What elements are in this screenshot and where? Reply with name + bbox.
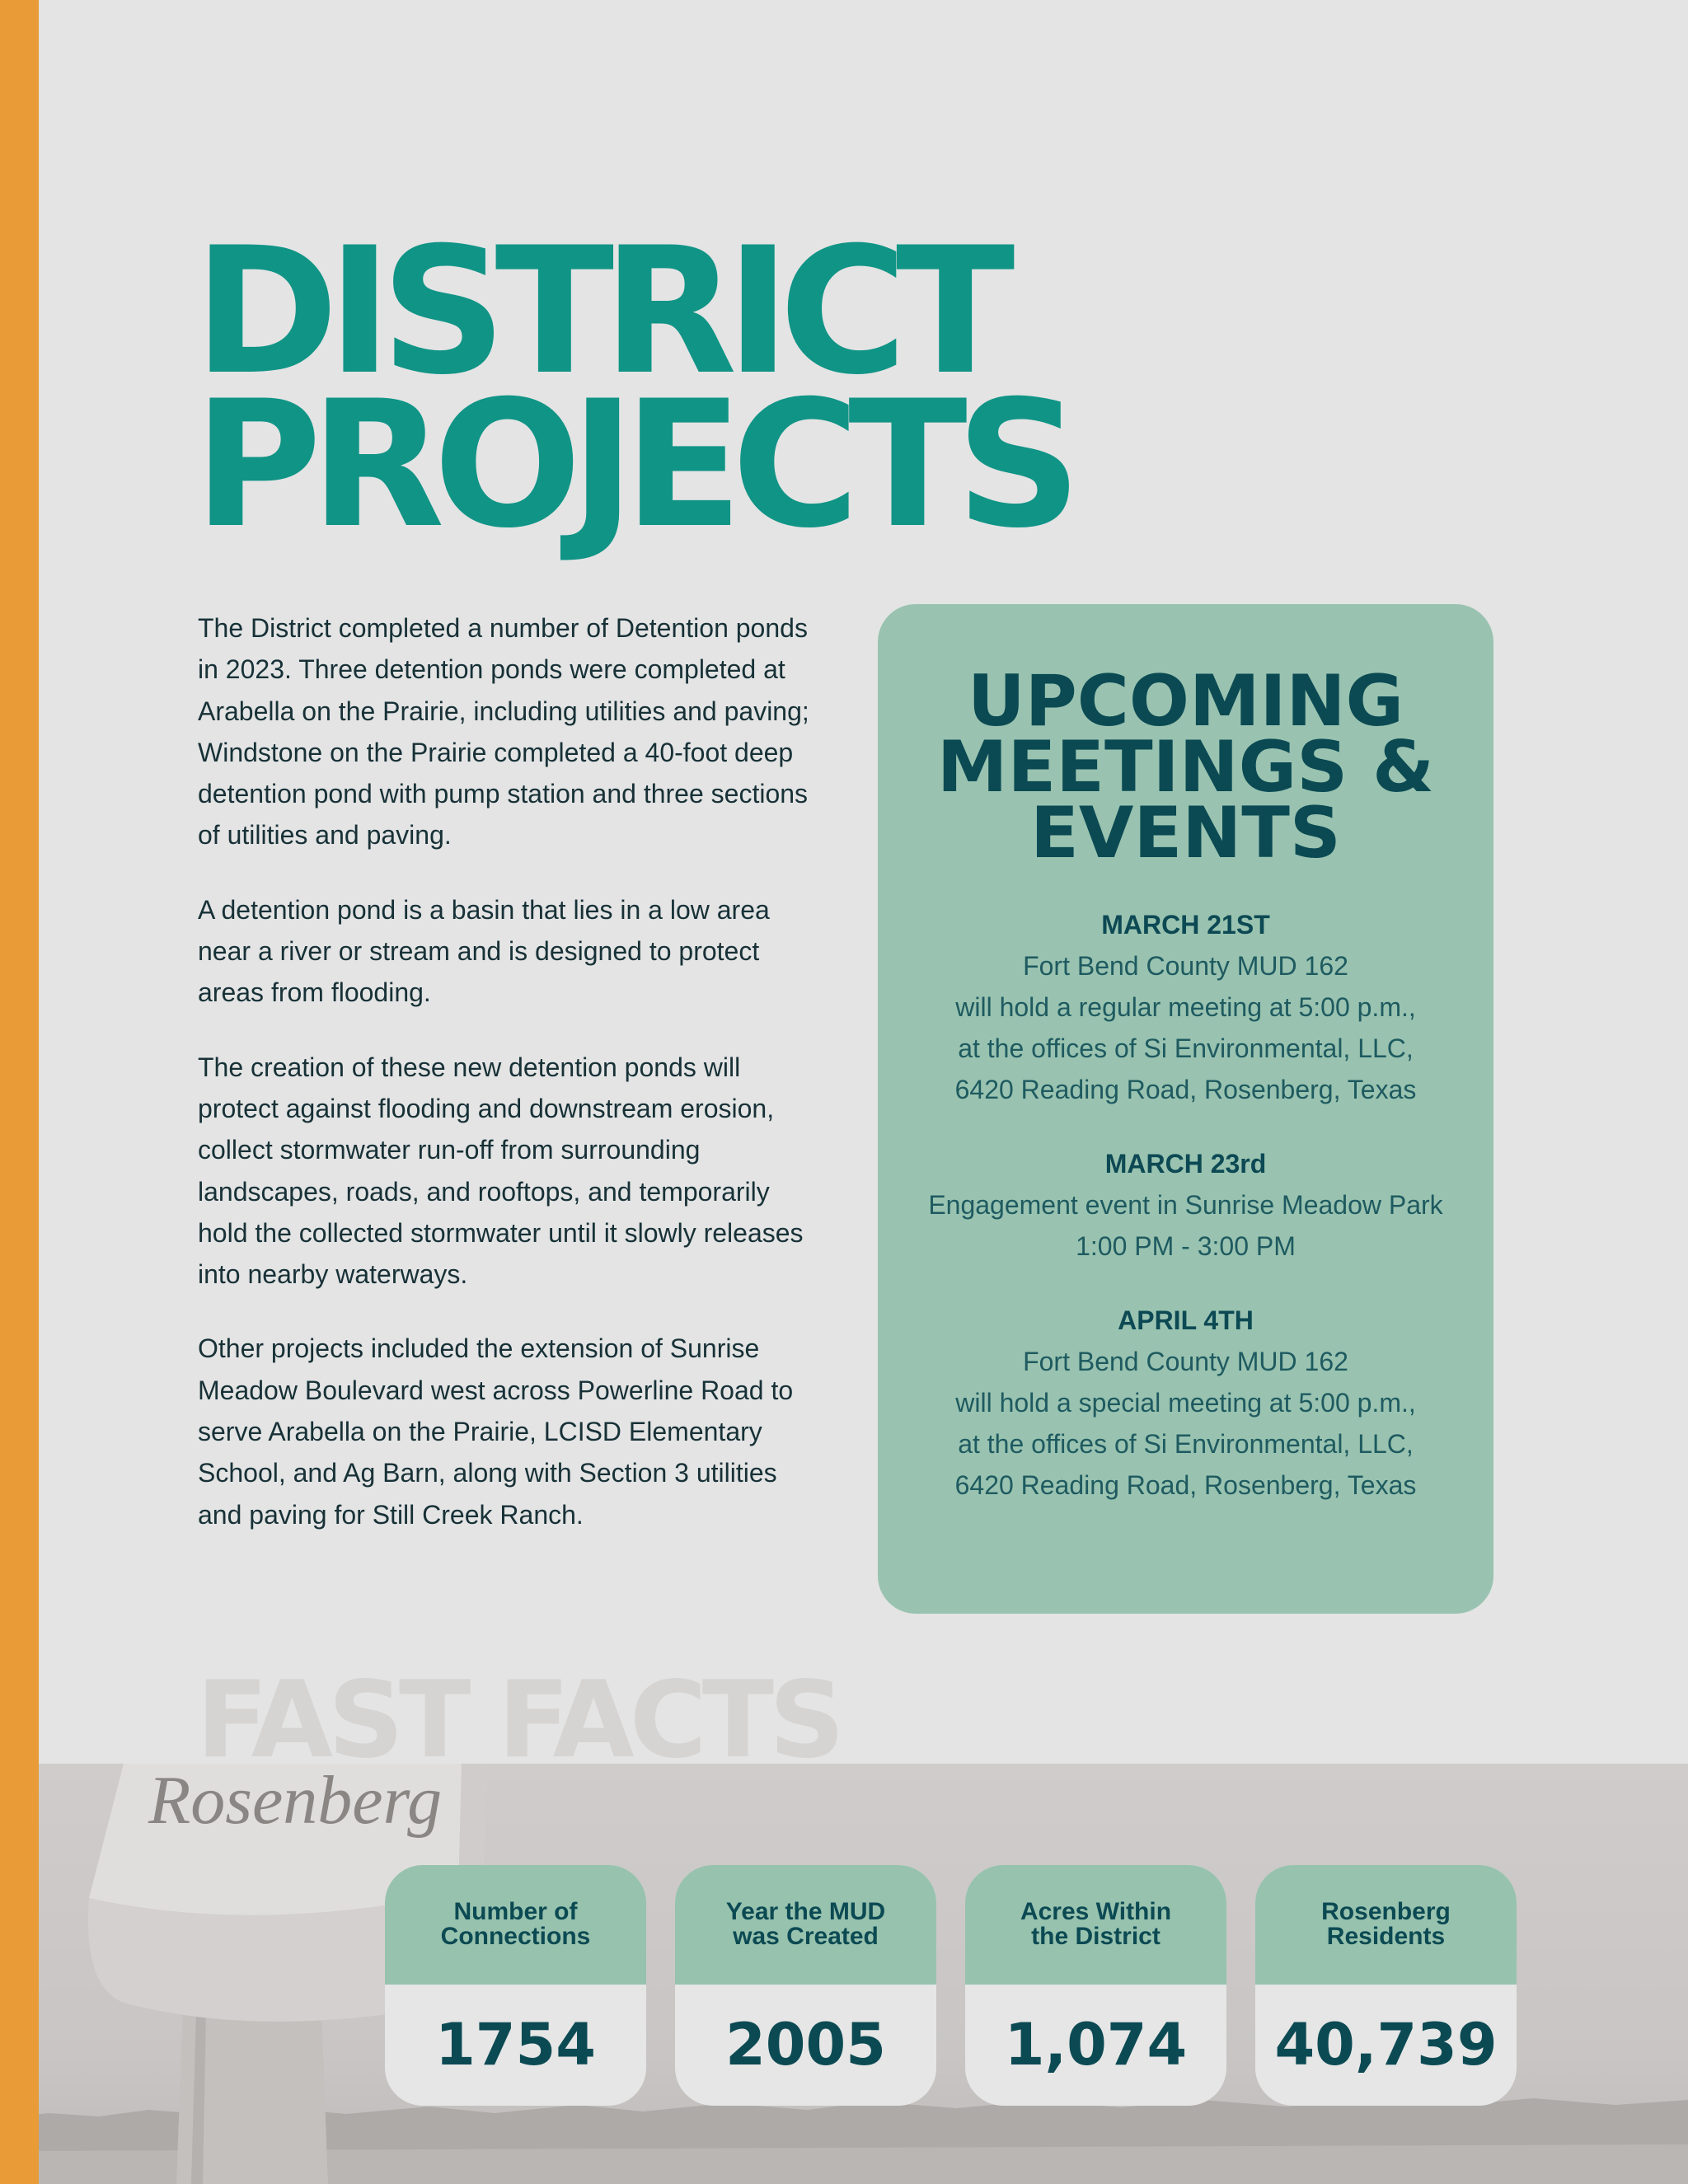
- event-date: MARCH 23rd: [1104, 1149, 1267, 1179]
- event-line: 6420 Reading Road, Rosenberg, Texas: [954, 1075, 1417, 1104]
- events-title-line-3: EVENTS: [1030, 792, 1341, 874]
- fast-facts-heading: FAST FACTS: [196, 1659, 841, 1782]
- event-date: APRIL 4TH: [1118, 1305, 1254, 1335]
- events-title-line-1: UPCOMING: [967, 660, 1404, 743]
- title-line-2: PROJECTS: [194, 363, 1071, 566]
- stat-label-line: Connections: [440, 1923, 591, 1950]
- events-title: [878, 660, 1493, 874]
- stat-value: 1,074: [1004, 2011, 1188, 2079]
- paragraph: The District completed a number of Detention ponds in 2023. Three detention ponds were completed at Arabella on the Prairie, including utilities and paving; Windstone on the Prairie completed a 40-foot deep detention pond with pump station and three sections of utilities and paving.: [198, 613, 809, 851]
- stat-label-line: Number of: [453, 1898, 578, 1925]
- stat-label: [965, 1865, 1226, 1985]
- stat-label: [675, 1865, 936, 1985]
- title-line-1: DISTRICT: [194, 209, 1004, 413]
- stat-label-line: Residents: [1326, 1923, 1446, 1950]
- page-title: [194, 209, 1071, 566]
- event-line: will hold a regular meeting at 5:00 p.m.,: [955, 992, 1416, 1022]
- stat-value: 40,739: [1274, 2011, 1498, 2079]
- stat-label-line: Rosenberg: [1321, 1898, 1451, 1925]
- stat-value: 1754: [435, 2011, 596, 2079]
- event-line: at the offices of Si Environmental, LLC,: [958, 1033, 1414, 1063]
- event-line: will hold a special meeting at 5:00 p.m.,: [955, 1388, 1416, 1418]
- upcoming-events-card: [878, 604, 1493, 1614]
- stat-card-residents: [1255, 1865, 1517, 2106]
- stat-card-acres: [965, 1865, 1226, 2106]
- event-line: Engagement event in Sunrise Meadow Park: [928, 1190, 1443, 1220]
- stat-label-line: was Created: [733, 1923, 879, 1950]
- event-line: 1:00 PM - 3:00 PM: [1076, 1231, 1296, 1261]
- stat-card-connections: [385, 1865, 646, 2106]
- paragraph: A detention pond is a basin that lies in a low area near a river or stream and is designed to protect areas from flooding.: [198, 894, 770, 1008]
- stat-label-line: Acres Within: [1020, 1898, 1172, 1925]
- event-line: 6420 Reading Road, Rosenberg, Texas: [954, 1470, 1417, 1500]
- stat-value: 2005: [725, 2011, 886, 2079]
- event-line: Fort Bend County MUD 162: [1023, 1347, 1348, 1376]
- event-line: at the offices of Si Environmental, LLC,: [958, 1429, 1414, 1459]
- event-date: MARCH 21ST: [1101, 910, 1270, 940]
- stat-label-line: Year the MUD: [725, 1898, 886, 1925]
- stat-label: [1255, 1865, 1517, 1985]
- stat-card-year-created: [675, 1865, 936, 2106]
- orange-side-bar: [0, 0, 39, 2184]
- event-item: [878, 1143, 1493, 1267]
- paragraph: The creation of these new detention ponds will protect against flooding and downstream erosion, collect stormwater run-off from surrounding landscapes, roads, and rooftops, and temporarily hold the collected stormwater until it slowly releases into nearby waterways.: [198, 1052, 804, 1290]
- event-item: [878, 904, 1493, 1110]
- stat-label-line: the District: [1031, 1923, 1160, 1950]
- event-line: Fort Bend County MUD 162: [1023, 951, 1348, 981]
- paragraph: Other projects included the extension of Sunrise Meadow Boulevard west across Powerline Road to serve Arabella on the Prairie, LCISD Elementary School, and Ag Barn, along with Section 3 utilities and paving for Still Creek Ranch.: [198, 1333, 794, 1530]
- article-body: [198, 607, 824, 1568]
- tower-text: Rosenberg: [148, 1764, 443, 1839]
- stat-label: [385, 1865, 646, 1985]
- event-item: [878, 1300, 1493, 1506]
- events-title-line-2: MEETINGS &: [936, 726, 1435, 808]
